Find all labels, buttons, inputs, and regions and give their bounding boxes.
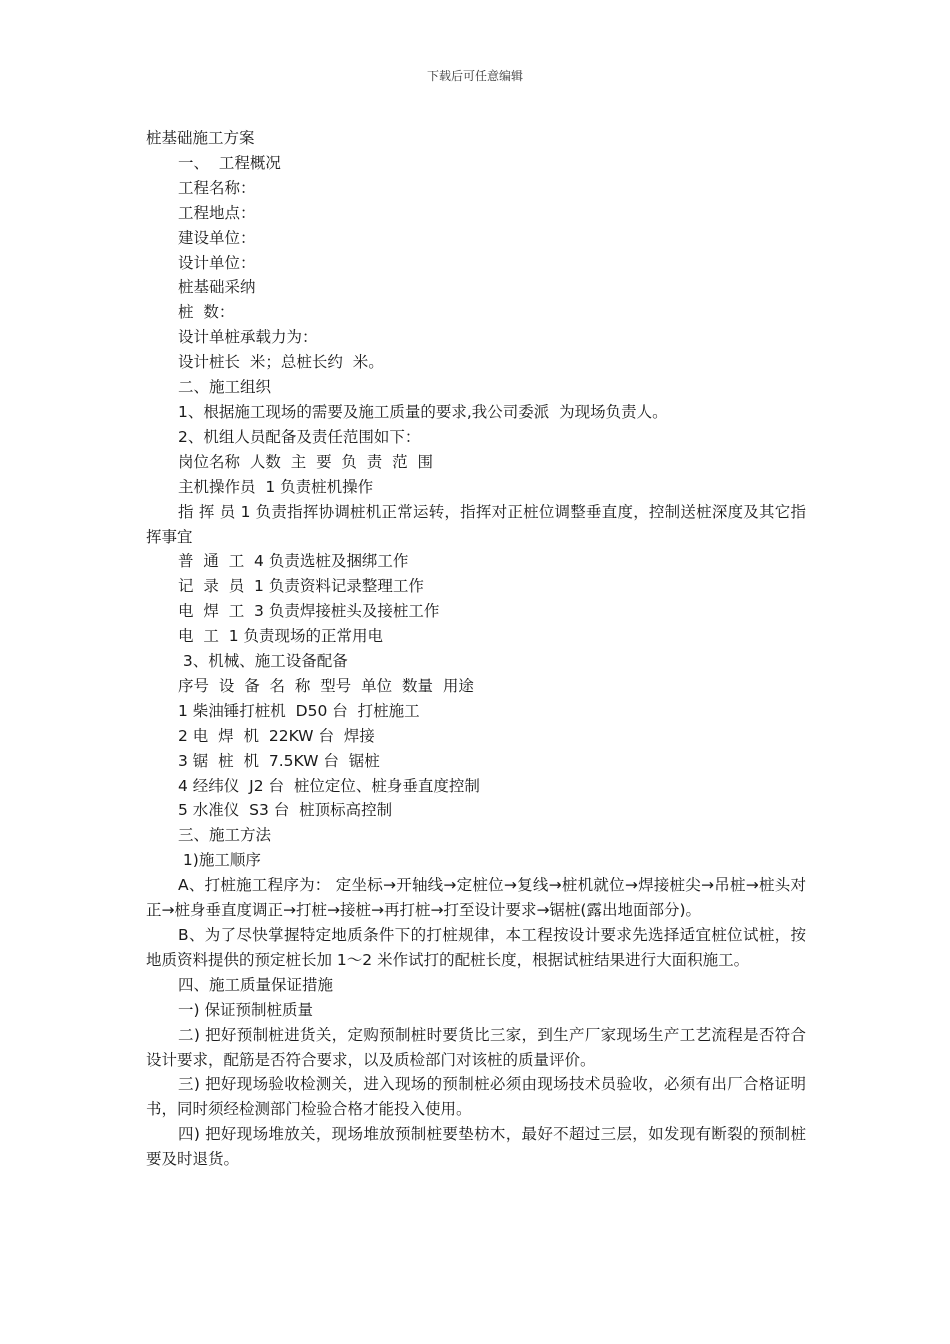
staff-row: 记 录 员 1 负责资料记录整理工作	[178, 577, 424, 596]
equipment-row: 2 电 焊 机 22KW 台 焊接	[178, 726, 375, 745]
equipment-table-header: 序号 设 备 名 称 型号 单位 数量 用途	[178, 676, 474, 695]
document-title: 桩基础施工方案	[146, 129, 255, 147]
project-location-line: 工程地点：	[178, 203, 256, 222]
staff-row: 主机操作员 1 负责桩机操作	[178, 477, 374, 496]
quality-item-4: 四) 把好现场堆放关，现场堆放预制桩要垫枋木，最好不超过三层，如发现有断裂的预制桩要及时退货。	[146, 1125, 806, 1169]
section-2-heading: 二、施工组织	[178, 378, 272, 397]
construction-sequence-heading: 1)施工顺序	[178, 851, 261, 870]
quality-item-1: 一) 保证预制桩质量	[178, 1000, 313, 1019]
staff-table-header: 岗位名称 人数 主 要 负 责 范 围	[178, 452, 433, 471]
section-3-heading: 三、施工方法	[178, 826, 272, 845]
design-unit-line: 设计单位：	[178, 253, 256, 272]
staff-row: 电 工 1 负责现场的正常用电	[178, 627, 383, 646]
bearing-capacity-line: 设计单桩承载力为：	[178, 328, 318, 347]
pile-length-line: 设计桩长 米；总桩长约 米。	[178, 353, 384, 372]
equipment-row: 4 经纬仪 J2 台 桩位定位、桩身垂直度控制	[178, 776, 480, 795]
page-header: 下载后可任意编辑	[426, 69, 523, 83]
section-1-heading: 一、 工程概况	[178, 153, 281, 172]
org-paragraph-2: 2、机组人员配备及责任范围如下：	[178, 427, 421, 446]
org-paragraph-1: 1、根据施工现场的需要及施工质量的要求,我公司委派 为现场负责人。	[178, 402, 668, 421]
method-paragraph-a: A、打桩施工程序为： 定坐标→开轴线→定桩位→复线→桩机就位→焊接桩尖→吊桩→桩头对正→桩身垂直度调正→打桩→接桩→再打桩→打至设计要求→锯桩(露出地面部分)。	[146, 876, 806, 920]
owner-unit-line: 建设单位：	[178, 228, 256, 247]
quality-item-2: 二) 把好预制桩进货关，定购预制桩时要货比三家，到生产厂家现场生产工艺流程是否符合设计要求，配筋是否符合要求，以及质检部门对该桩的质量评价。	[146, 1025, 806, 1069]
quality-item-3: 三) 把好现场验收检测关，进入现场的预制桩必须由现场技术员验收，必须有出厂合格证明书，同时须经检测部门检验合格才能投入使用。	[146, 1075, 806, 1119]
equipment-row: 1 柴油锤打桩机 D50 台 打桩施工	[178, 701, 420, 720]
staff-row: 电 焊 工 3 负责焊接桩头及接桩工作	[178, 602, 440, 621]
staff-row: 指 挥 员 1 负责指挥协调桩机正常运转，指挥对正桩位调整垂直度，控制送桩深度及其它指挥事宜	[146, 502, 806, 546]
equipment-row: 3 锯 桩 机 7.5KW 台 锯桩	[178, 751, 380, 770]
pile-foundation-line: 桩基础采纳	[178, 278, 256, 297]
org-paragraph-3: 3、机械、施工设备配备	[178, 652, 348, 671]
section-4-heading: 四、施工质量保证措施	[178, 975, 334, 994]
project-name-line: 工程名称：	[178, 178, 256, 197]
equipment-row: 5 水准仪 S3 台 桩顶标高控制	[178, 801, 393, 820]
pile-count-line: 桩 数：	[178, 303, 235, 322]
method-paragraph-b: B、为了尽快掌握特定地质条件下的打桩规律，本工程按设计要求先选择适宜桩位试桩，按地质资料提供的预定桩长加 1～2 米作试打的配桩长度，根据试桩结果进行大面积施工。	[146, 926, 806, 969]
staff-row: 普 通 工 4 负责选桩及捆绑工作	[178, 552, 409, 571]
document-body	[146, 126, 806, 1172]
